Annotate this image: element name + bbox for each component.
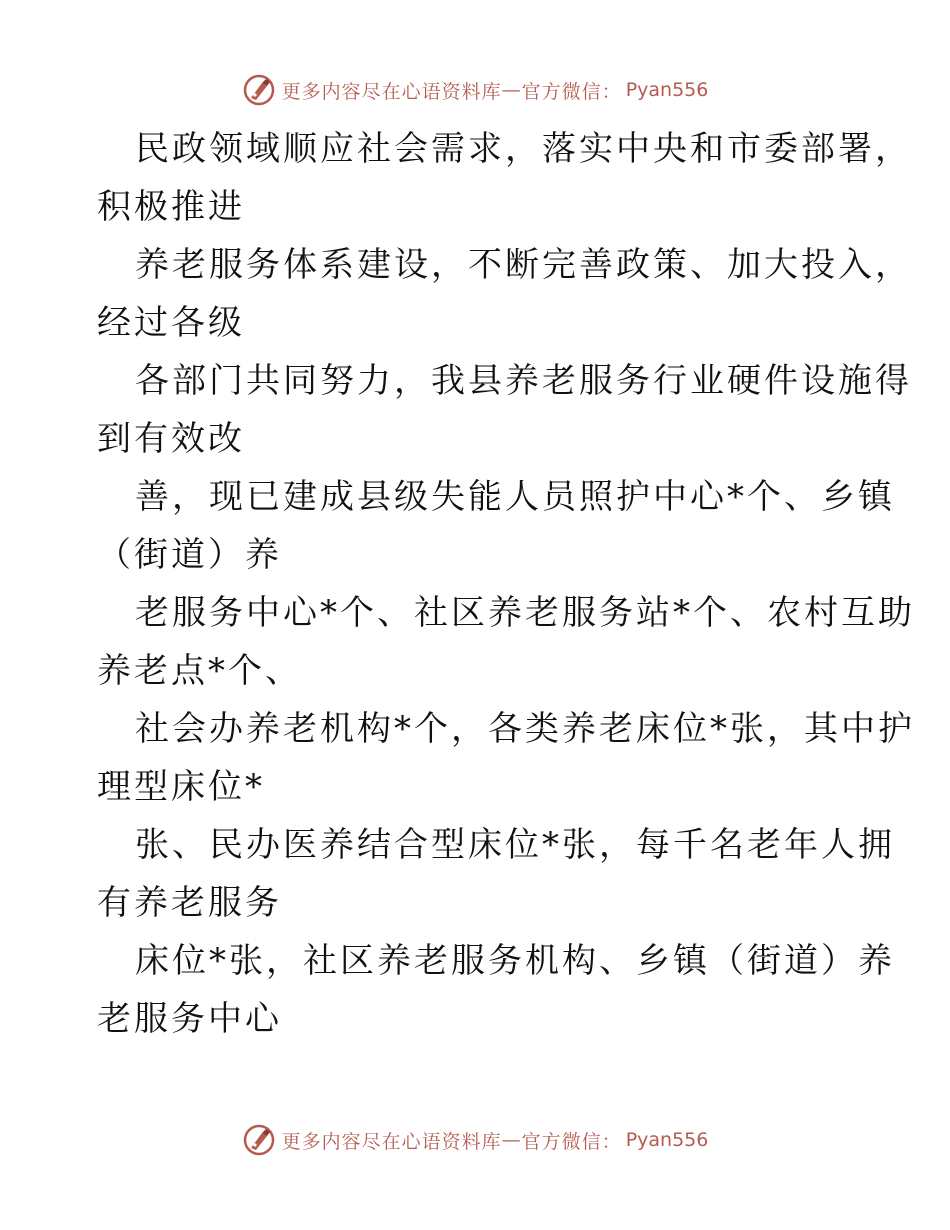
document-body <box>97 120 915 1048</box>
paragraph-line: 老服务中心 <box>97 999 282 1039</box>
paragraph <box>97 816 895 932</box>
paragraph-line: 老服务中心*个、社区养老服务站*个、农村互助 <box>135 593 915 633</box>
paragraph-line: 养老点*个、 <box>97 651 302 691</box>
paragraph-line: （街道）养 <box>97 535 282 575</box>
paragraph-line: 到有效改 <box>97 419 245 459</box>
paragraph-line: 善，现已建成县级失能人员照护中心*个、乡镇 <box>135 477 895 517</box>
paragraph-line: 张、民办医养结合型床位*张，每千名老年人拥 <box>135 825 895 865</box>
watermark-brand-text: 更多内容尽在心语资料库 <box>281 80 502 103</box>
paragraph <box>97 352 912 468</box>
paragraph <box>97 932 895 1048</box>
paragraph-line: 经过各级 <box>97 303 245 343</box>
paragraph-line: 民政领域顺应社会需求，落实中央和市委部署， <box>135 129 912 169</box>
footer-watermark <box>0 1122 950 1158</box>
watermark-separator: — <box>501 79 522 101</box>
paragraph-line: 各部门共同努力，我县养老服务行业硬件设施得 <box>135 361 912 401</box>
header-watermark <box>0 72 950 108</box>
paragraph-line: 理型床位* <box>97 767 265 807</box>
paragraph-line: 社会办养老机构*个，各类养老床位*张，其中护 <box>135 709 915 749</box>
paragraph <box>97 700 915 816</box>
paragraph-line: 有养老服务 <box>97 883 282 923</box>
watermark-contact-id: Pyan556 <box>625 79 709 101</box>
paragraph <box>97 236 912 352</box>
paragraph-line: 床位*张，社区养老服务机构、乡镇（街道）养 <box>135 941 895 981</box>
pen-nib-logo-icon <box>242 73 276 107</box>
watermark-contact-label: 官方微信： <box>521 80 622 103</box>
watermark-separator: — <box>501 1129 522 1151</box>
paragraph <box>97 120 912 236</box>
paragraph <box>97 584 915 700</box>
paragraph-line: 养老服务体系建设，不断完善政策、加大投入， <box>135 245 912 285</box>
pen-nib-logo-icon <box>242 1123 276 1157</box>
watermark-brand-text: 更多内容尽在心语资料库 <box>281 1130 502 1153</box>
paragraph <box>97 468 895 584</box>
watermark-contact-label: 官方微信： <box>521 1130 622 1153</box>
paragraph-line: 积极推进 <box>97 187 245 227</box>
watermark-contact-id: Pyan556 <box>625 1129 709 1151</box>
